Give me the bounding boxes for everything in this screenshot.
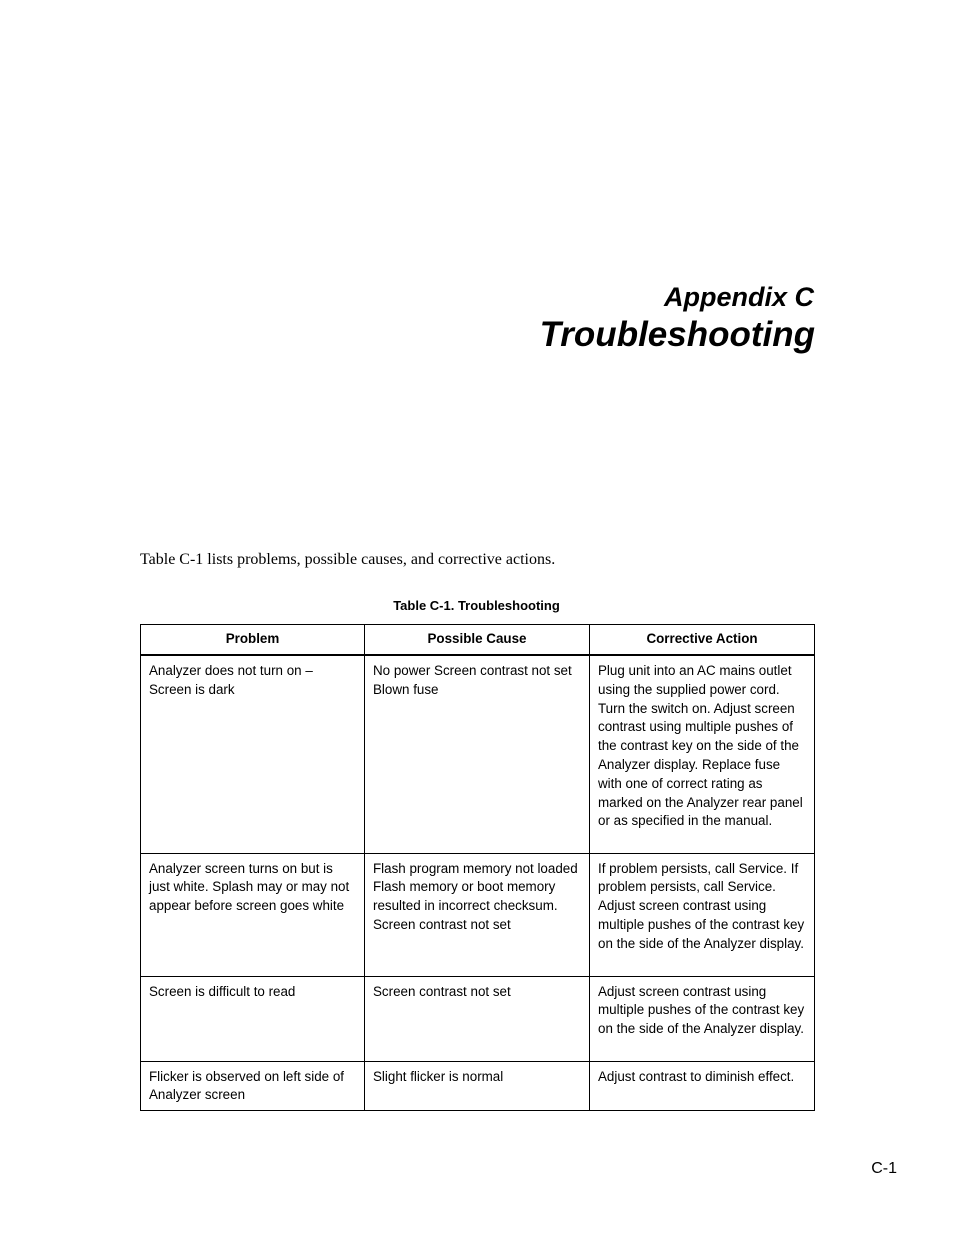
- column-header-corrective-action: Corrective Action: [590, 625, 815, 656]
- cause-cell: Screen contrast not set: [365, 976, 590, 1061]
- action-cell: Adjust contrast to diminish effect.: [590, 1061, 815, 1111]
- table-row: [141, 1061, 815, 1111]
- problem-cell: Flicker is observed on left side of Analyzer screen: [141, 1061, 365, 1111]
- table-row: [141, 976, 815, 1061]
- table-header-row: [141, 625, 815, 656]
- table-caption: Table C-1. Troubleshooting: [393, 598, 560, 613]
- column-header-possible-cause: Possible Cause: [365, 625, 590, 656]
- appendix-label: Appendix C: [663, 282, 814, 312]
- table-row: [141, 655, 815, 853]
- table-row: [141, 853, 815, 976]
- cause-cell: Flash program memory not loaded Flash memory or boot memory resulted in incorrect checksum. Screen contrast not set: [365, 853, 590, 976]
- cause-cell: No power Screen contrast not set Blown fuse: [365, 655, 590, 853]
- problem-cell: Screen is difficult to read: [141, 976, 365, 1061]
- cause-cell: Slight flicker is normal: [365, 1061, 590, 1111]
- action-cell: Plug unit into an AC mains outlet using the supplied power cord. Turn the switch on. Adjust screen contrast using multiple pushes of the contrast key on the side of the Analyzer display. Replace fuse with one of correct rating as marked on the Analyzer rear panel or as specified in the manual.: [590, 655, 815, 853]
- page-number: C-1: [871, 1160, 897, 1177]
- problem-cell: Analyzer screen turns on but is just white. Splash may or may not appear before screen goes white: [141, 853, 365, 976]
- action-cell: Adjust screen contrast using multiple pushes of the contrast key on the side of the Analyzer display.: [590, 976, 815, 1061]
- column-header-problem: Problem: [141, 625, 365, 656]
- chapter-title: Troubleshooting: [539, 315, 815, 354]
- action-cell: If problem persists, call Service. If problem persists, call Service. Adjust screen contrast using multiple pushes of the contrast key on the side of the Analyzer display.: [590, 853, 815, 976]
- problem-cell: Analyzer does not turn on – Screen is dark: [141, 655, 365, 853]
- intro-paragraph: Table C-1 lists problems, possible causes, and corrective actions.: [140, 551, 556, 568]
- troubleshooting-table: [140, 624, 815, 1111]
